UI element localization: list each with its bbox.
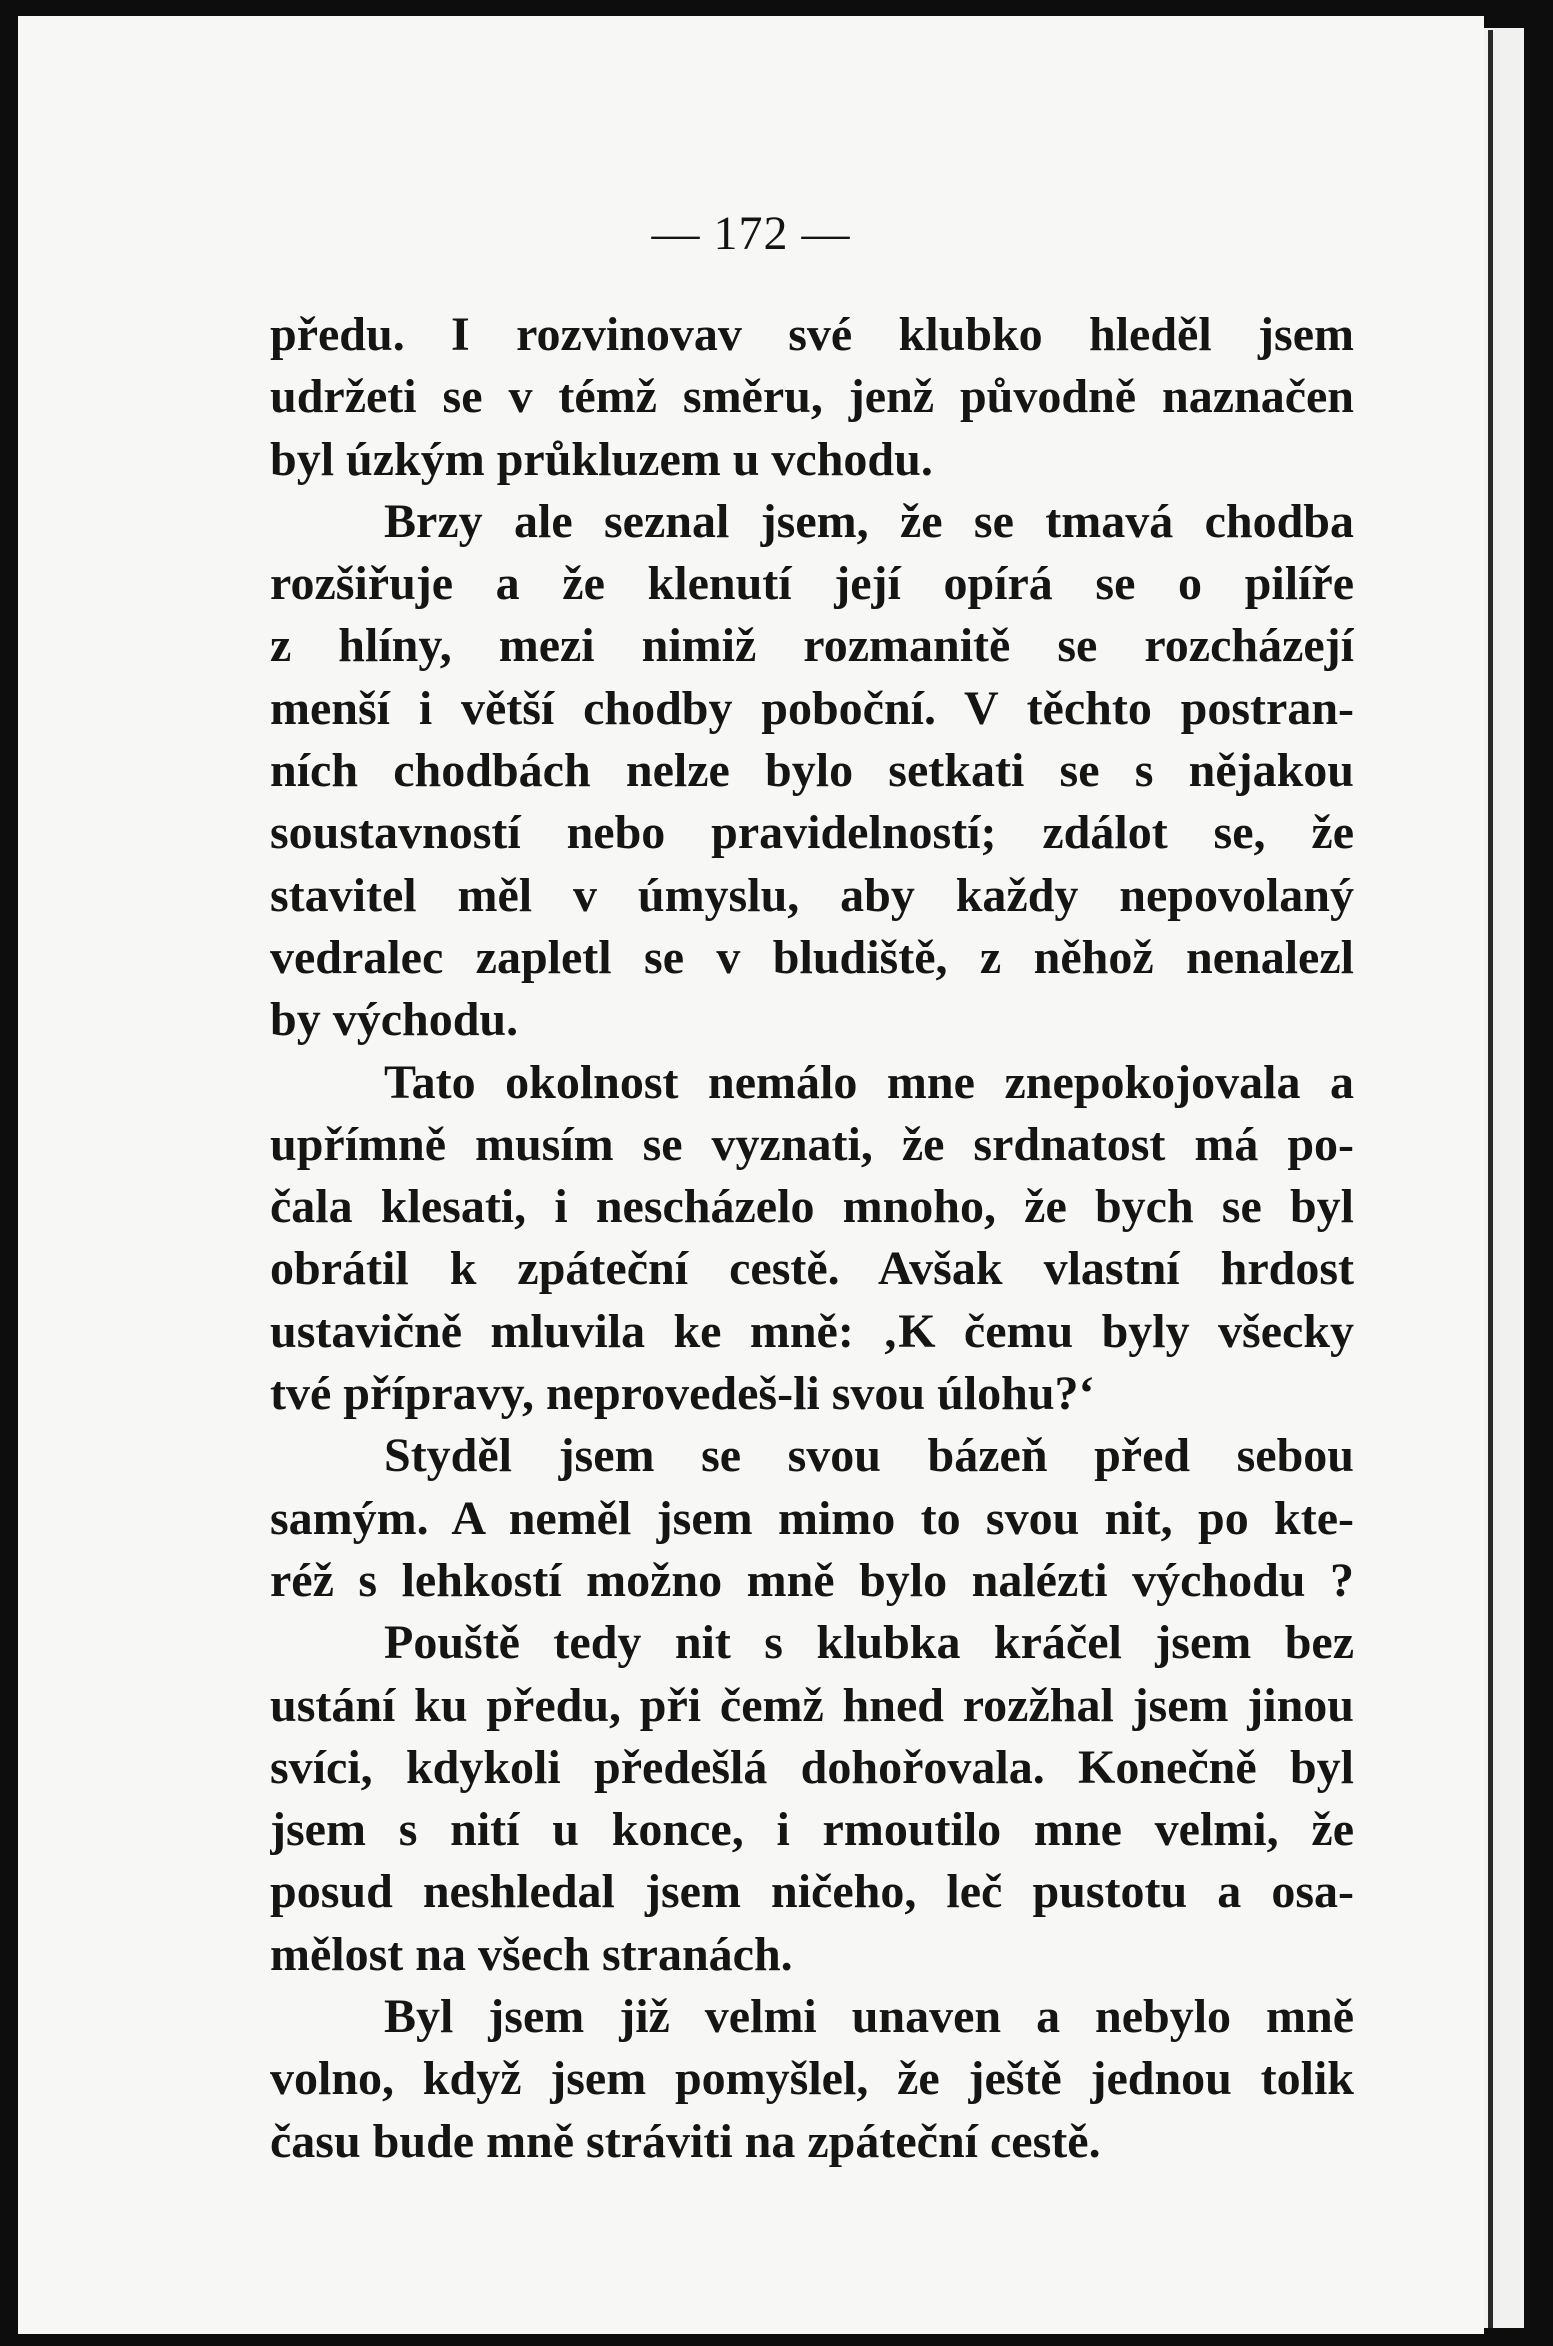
text-line: réž s lehkostí možno mně bylo nalézti východu ? [270, 1553, 1354, 1607]
text-line: Pouště tedy nit s klubka kráčel jsem bez [384, 1616, 1354, 1670]
text-line: byl úzkým průkluzem u vchodu. [270, 432, 933, 486]
text-line: jsem s nití u konce, i rmoutilo mne velmi, že [270, 1803, 1354, 1857]
text-line: mělost na všech stranách. [270, 1927, 793, 1981]
text-line: času bude mně stráviti na zpáteční cestě. [270, 2114, 1101, 2168]
text-line: posud neshledal jsem ničeho, leč pustotu a osa- [270, 1865, 1354, 1919]
paragraph [270, 1612, 1354, 1986]
paragraph [270, 491, 1354, 1052]
text-line: volno, když jsem pomyšlel, že ještě jednou tolik [270, 2052, 1354, 2106]
paragraph [270, 1425, 1354, 1612]
paragraph [270, 304, 1354, 491]
text-line: samým. A neměl jsem mimo to svou nit, po kte- [270, 1491, 1354, 1545]
page-body [270, 304, 1354, 2173]
text-line: Styděl jsem se svou bázeň před sebou [384, 1429, 1354, 1483]
text-line: předu. I rozvinovav své klubko hleděl jsem [270, 308, 1354, 361]
text-line: stavitel měl v úmyslu, aby každy nepovolaný [270, 868, 1354, 922]
text-line: čala klesati, i nescházelo mnoho, že bych se byl [270, 1180, 1354, 1234]
text-line: upřímně musím se vyznati, že srdnatost má po- [270, 1117, 1354, 1171]
text-line: soustavností nebo pravidelností; zdálot se, že [270, 806, 1354, 860]
text-line: vedralec zapletl se v bludiště, z něhož nenalezl [270, 930, 1354, 984]
book-page [18, 16, 1484, 2334]
text-line: rozšiřuje a že klenutí její opírá se o pilíře [270, 557, 1354, 611]
text-line: Tato okolnost nemálo mne znepokojovala a [384, 1055, 1354, 1109]
text-line: Byl jsem již velmi unaven a nebylo mně [384, 1990, 1354, 2044]
text-line: obrátil k zpáteční cestě. Avšak vlastní hrdost [270, 1242, 1354, 1296]
text-line: menší i větší chodby poboční. V těchto postran- [270, 681, 1354, 735]
text-line: by východu. [270, 993, 519, 1047]
text-line: z hlíny, mezi nimiž rozmanitě se rozcházejí [270, 619, 1354, 673]
text-line: ních chodbách nelze bylo setkati se s nějakou [270, 744, 1354, 798]
text-line: ustání ku předu, při čemž hned rozžhal jsem jinou [270, 1678, 1354, 1732]
text-line: svíci, kdykoli předešlá dohořovala. Konečně byl [270, 1740, 1354, 1794]
page-number: — 172 — [651, 207, 851, 260]
paragraph [270, 1052, 1354, 1426]
text-line: tvé přípravy, neprovedeš-li svou úlohu?‘ [270, 1367, 1095, 1421]
text-line: udržeti se v témž směru, jenž původně naznačen [270, 370, 1354, 424]
text-line: ustavičně mluvila ke mně: ‚K čemu byly všecky [270, 1304, 1354, 1358]
text-line: Brzy ale seznal jsem, že se tmavá chodba [384, 494, 1354, 548]
page-edge-line [1488, 30, 1493, 2328]
paragraph [270, 1986, 1354, 2173]
